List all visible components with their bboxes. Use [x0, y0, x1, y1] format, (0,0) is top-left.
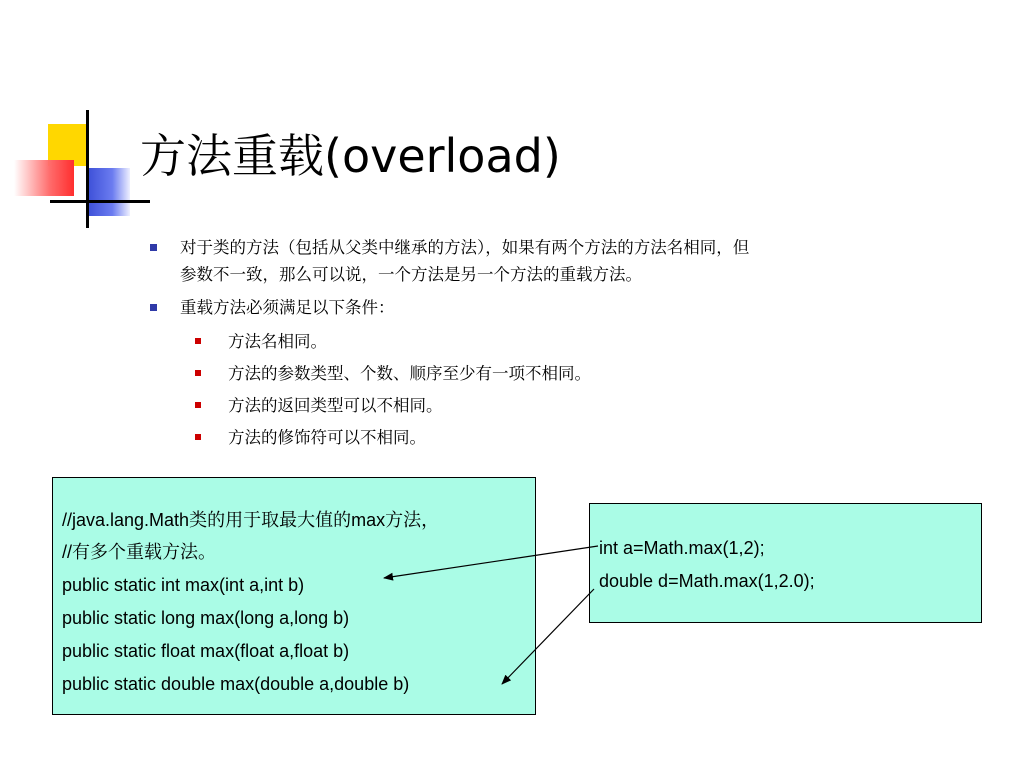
- logo-red-square: [14, 160, 74, 196]
- bullet-square-icon: [150, 304, 157, 311]
- sub-bullet-square-icon: [195, 402, 201, 408]
- bullet-text: 参数不一致，那么可以说，一个方法是另一个方法的重载方法。: [180, 265, 642, 284]
- code-line-double-max: public static double max(double a,double b): [62, 674, 410, 694]
- bullet-square-icon: [150, 244, 157, 251]
- logo-vertical-line: [86, 110, 89, 228]
- logo-horizontal-line: [50, 200, 150, 203]
- sub-bullet-square-icon: [195, 370, 201, 376]
- logo-blue-square: [86, 168, 130, 216]
- code-line-int-max: public static int max(int a,int b): [62, 575, 305, 595]
- sub-bullet-text: 方法名相同。: [228, 332, 327, 351]
- slide-logo-decoration: [0, 0, 150, 240]
- sub-bullet-text: 方法的返回类型可以不相同。: [228, 396, 443, 415]
- code-comment-line: //有多个重载方法。: [62, 542, 217, 562]
- code-line-double-call: double d=Math.max(1,2.0);: [599, 571, 815, 591]
- sub-bullet-text: 方法的参数类型、个数、顺序至少有一项不相同。: [228, 364, 591, 383]
- code-box-overloads: [52, 477, 536, 715]
- code-line-long-max: public static long max(long a,long b): [62, 608, 350, 628]
- code-comment-line: //java.lang.Math类的用于取最大值的max方法，: [62, 510, 440, 530]
- code-box-calls: [589, 503, 982, 623]
- sub-bullet-text: 方法的修饰符可以不相同。: [228, 428, 426, 447]
- sub-bullet-square-icon: [195, 434, 201, 440]
- bullet-text: 对于类的方法（包括从父类中继承的方法），如果有两个方法的方法名相同，但: [180, 238, 750, 257]
- code-line-float-max: public static float max(float a,float b): [62, 641, 350, 661]
- code-line-int-call: int a=Math.max(1,2);: [599, 538, 765, 558]
- sub-bullet-square-icon: [195, 338, 201, 344]
- bullet-text: 重载方法必须满足以下条件：: [180, 298, 395, 317]
- slide-title: 方法重载(overload): [140, 129, 561, 183]
